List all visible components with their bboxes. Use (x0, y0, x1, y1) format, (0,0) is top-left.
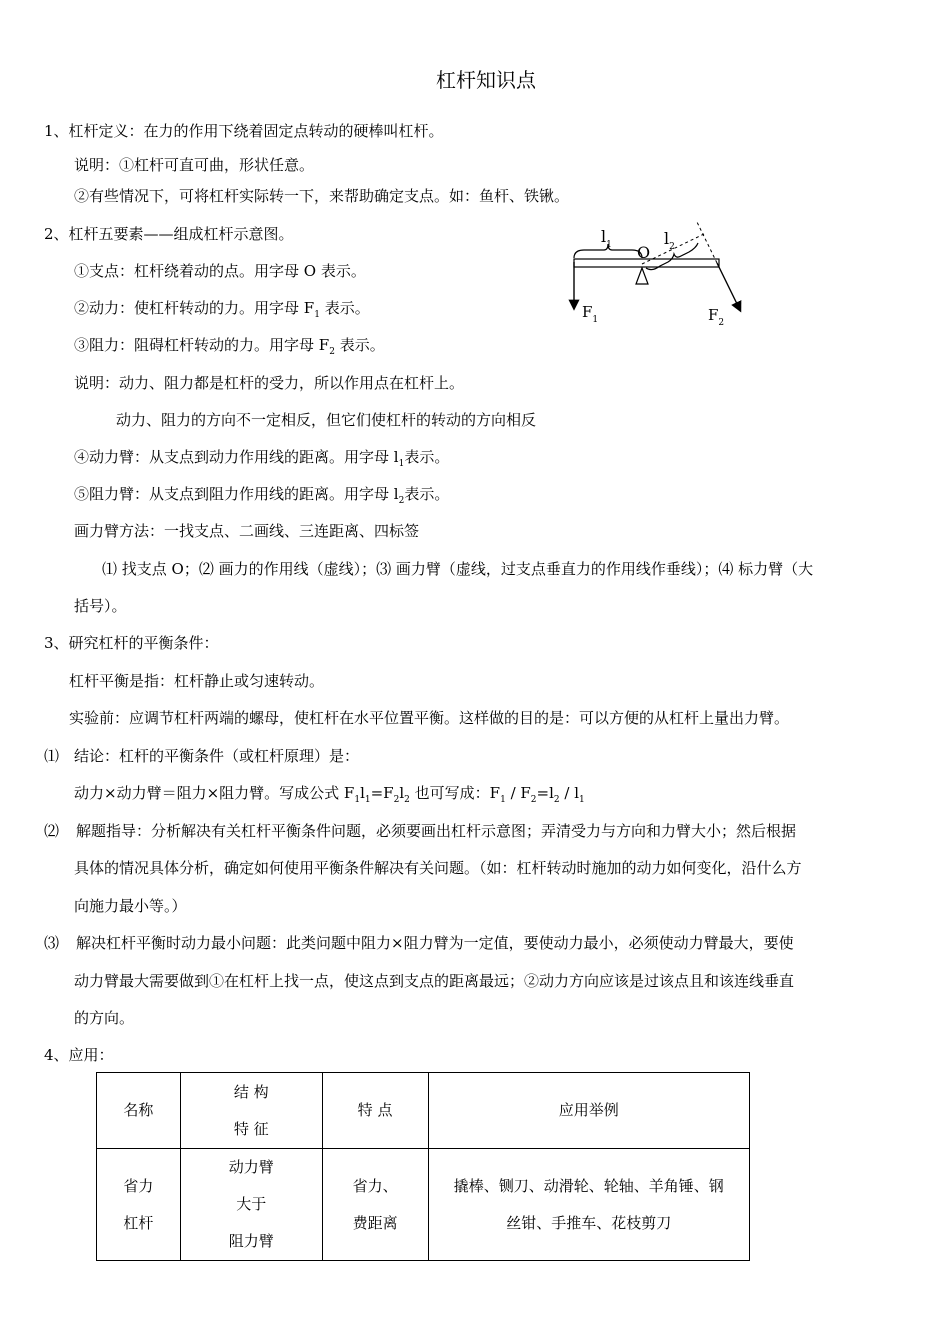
s2-note1: 说明：动力、阻力都是杠杆的受力，所以作用点在杠杆上。 (74, 374, 465, 392)
cell-feature: 省力、 费距离 (322, 1149, 428, 1261)
header-examples: 应用举例 (428, 1073, 750, 1149)
s2-steps-line1: ⑴ 找支点 O；⑵ 画力的作用线（虚线）；⑶ 画力臂（虚线，过支点垂直力的作用线作垂线）；⑷ 标力臂（大 (102, 560, 814, 578)
s2-effort: ②动力：使杠杆转动的力。用字母 $F_1$ 表示。 (74, 299, 370, 320)
page-title: 杠杆知识点 (436, 68, 536, 92)
fulcrum-icon (636, 268, 648, 284)
s3-c1: 结论：杠杆的平衡条件（或杠杆原理）是： (74, 747, 360, 765)
s3-c2-line1: 解题指导：分析解决有关杠杆平衡条件问题，必须要画出杠杆示意图；弄清受力与方向和力臂大小；然后根据 (76, 822, 797, 840)
header-feature: 特 点 (322, 1073, 428, 1149)
f2-label: $F_2$ (708, 306, 725, 328)
table-header-row (97, 1073, 750, 1149)
cell-structure: 动力臂 大于 阻力臂 (180, 1149, 322, 1261)
header-structure: 结 构 特 征 (180, 1073, 322, 1149)
s3-c3-line1: 解决杠杆平衡时动力最小问题：此类问题中阻力×阻力臂为一定值，要使动力最小，必须使动力臂最大，要使 (76, 934, 794, 952)
s3-balance: 杠杆平衡是指：杠杆静止或匀速转动。 (69, 672, 325, 690)
s2-heading: 2、杠杆五要素——组成杠杆示意图。 (44, 225, 294, 243)
f2-arrow (717, 263, 740, 310)
s2-steps-line2: 括号）。 (74, 597, 127, 615)
s3-c2-line3: 向施力最小等。） (74, 897, 187, 915)
table-row (97, 1149, 750, 1261)
s2-load: ③阻力：阻碍杠杆转动的力。用字母 $F_2$ 表示。 (74, 336, 385, 357)
s2-method: 画力臂方法：一找支点、二画线、三连距离、四标签 (74, 522, 420, 540)
s3-before: 实验前：应调节杠杆两端的螺母，使杠杆在水平位置平衡。这样做的目的是：可以方便的从杠杆上量出力臂。 (69, 709, 790, 727)
s3-c3-num: ⑶ (44, 934, 60, 952)
s3-c3-line2: 动力臂最大需要做到①在杠杆上找一点，使这点到支点的距离最远；②动力方向应该是过该点且和该连线垂直 (74, 972, 795, 990)
fulcrum-label: O (637, 243, 651, 262)
s2-load-arm: ⑤阻力臂：从支点到阻力作用线的距离。用字母 $l_2$表示。 (74, 485, 450, 506)
s3-heading: 3、研究杠杆的平衡条件： (44, 634, 219, 652)
l2-label: $l_2$ (664, 229, 675, 252)
header-name: 名称 (97, 1073, 181, 1149)
application-table (96, 1072, 750, 1261)
l1-label: $l_1$ (601, 227, 612, 250)
s1-note2: ②有些情况下，可将杠杆实际转一下，来帮助确定支点。如：鱼杆、铁锹。 (74, 187, 570, 205)
cell-examples: 撬棒、铡刀、动滑轮、轮轴、羊角锤、钢 丝钳、手推车、花枝剪刀 (428, 1149, 750, 1261)
s2-effort-arm: ④动力臂：从支点到动力作用线的距离。用字母 $l_1$表示。 (74, 448, 450, 469)
s4-heading: 4、应用： (44, 1046, 114, 1064)
s3-c2-line2: 具体的情况具体分析，确定如何使用平衡条件解决有关问题。（如：杠杆转动时施加的动力如何变化，沿什么方 (74, 859, 802, 877)
s3-c1-num: ⑴ (44, 747, 60, 765)
s3-c3-line3: 的方向。 (74, 1009, 135, 1027)
s2-note2: 动力、阻力的方向不一定相反，但它们使杠杆的转动的方向相反 (116, 411, 537, 429)
s3-c2-num: ⑵ (44, 822, 60, 840)
s2-fulcrum: ①支点：杠杆绕着动的点。用字母 O 表示。 (74, 262, 366, 280)
s1-heading: 1、杠杆定义：在力的作用下绕着固定点转动的硬棒叫杠杆。 (44, 122, 444, 140)
lever-diagram (560, 212, 760, 332)
f1-label: $F_1$ (582, 303, 599, 325)
s3-formula: 动力×动力臂＝阻力×阻力臂。写成公式 $F_1l_1=F_2l_2$ 也可写成：$F_1 / F_2=l_2 / l_1$ (74, 784, 585, 805)
f2-line-of-action (696, 220, 717, 263)
cell-name: 省力 杠杆 (97, 1149, 181, 1261)
s1-note1: 说明：①杠杆可直可曲，形状任意。 (74, 156, 315, 174)
